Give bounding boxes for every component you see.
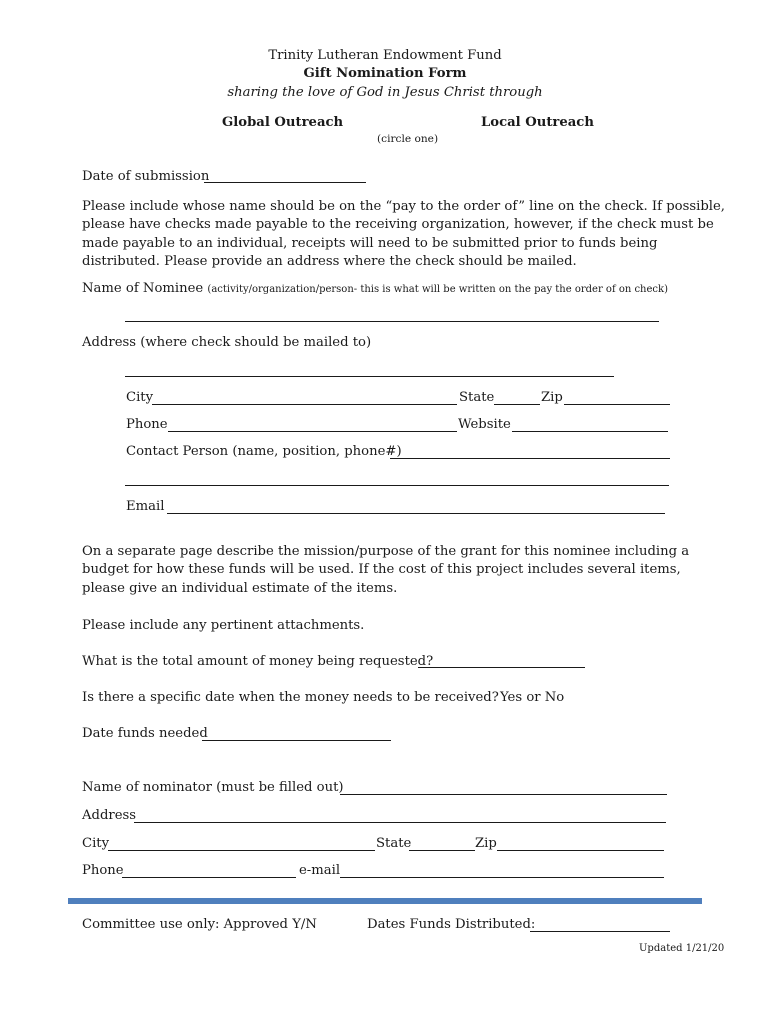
date-of-submission-field[interactable] bbox=[204, 182, 366, 183]
mission-paragraph: On a separate page describe the mission/purpose of the grant for this nominee including a budget for how these funds will be used. If the cost of this project includes several items, please give an individual estimate of the items. bbox=[82, 544, 690, 596]
zip-label: Zip bbox=[541, 390, 563, 405]
nominator-city-label: City bbox=[82, 836, 110, 851]
global-outreach-option[interactable]: Global Outreach bbox=[222, 115, 344, 130]
nominator-name-field[interactable] bbox=[340, 794, 667, 795]
address-label: Address (where check should be mailed to) bbox=[82, 335, 372, 350]
state-label: State bbox=[459, 390, 495, 405]
state-field[interactable] bbox=[494, 404, 540, 405]
nominator-email-label: e-mail bbox=[299, 863, 341, 878]
email-label: Email bbox=[126, 499, 165, 514]
attachments-note: Please include any pertinent attachments. bbox=[82, 618, 365, 633]
specific-date-question: Is there a specific date when the money needs to be received? bbox=[82, 690, 499, 705]
date-funds-needed-label: Date funds needed bbox=[82, 726, 208, 741]
nominator-city-field[interactable] bbox=[108, 850, 375, 851]
instructions-paragraph: Please include whose name should be on the “pay to the order of” line on the check. If possible, please have checks made payable to the receiving organization, however, if the check must be made payable to an individual, receipts will need to be submitted prior to funds being distributed. Please provide an address where the check should be mailed. bbox=[82, 199, 725, 269]
dates-distributed-label: Dates Funds Distributed: bbox=[367, 917, 536, 932]
nominee-field[interactable] bbox=[125, 321, 659, 322]
nominee-note: (activity/organization/person- this is what will be written on the pay the order of on check) bbox=[207, 284, 668, 295]
email-field[interactable] bbox=[167, 513, 665, 514]
nominee-label-text: Name of Nominee bbox=[82, 281, 204, 296]
city-field[interactable] bbox=[152, 404, 457, 405]
nominator-address-label: Address bbox=[82, 808, 137, 823]
contact-person-field-line-2[interactable] bbox=[125, 485, 669, 486]
zip-field[interactable] bbox=[564, 404, 670, 405]
amount-field[interactable] bbox=[418, 667, 585, 668]
city-label: City bbox=[126, 390, 154, 405]
yes-or-no-option[interactable]: Yes or No bbox=[500, 690, 565, 705]
nominator-state-label: State bbox=[376, 836, 412, 851]
nominator-zip-field[interactable] bbox=[497, 850, 664, 851]
circle-one-instruction: (circle one) bbox=[377, 133, 439, 145]
form-title: Gift Nomination Form bbox=[303, 66, 467, 81]
tagline: sharing the love of God in Jesus Christ through bbox=[227, 85, 543, 100]
amount-question: What is the total amount of money being requested? bbox=[82, 654, 434, 669]
committee-approval-label: Committee use only: Approved Y/N bbox=[82, 917, 317, 932]
nominator-address-field[interactable] bbox=[134, 822, 666, 823]
nominator-phone-label: Phone bbox=[82, 863, 124, 878]
nominator-phone-field[interactable] bbox=[122, 877, 296, 878]
phone-field[interactable] bbox=[168, 431, 457, 432]
local-outreach-option[interactable]: Local Outreach bbox=[481, 115, 594, 130]
date-funds-needed-field[interactable] bbox=[202, 740, 391, 741]
contact-person-label: Contact Person (name, position, phone#) bbox=[126, 444, 402, 459]
nominator-zip-label: Zip bbox=[475, 836, 497, 851]
dates-distributed-field[interactable] bbox=[530, 931, 670, 932]
address-field[interactable] bbox=[125, 376, 614, 377]
section-divider bbox=[68, 898, 702, 904]
org-name: Trinity Lutheran Endowment Fund bbox=[268, 48, 502, 63]
phone-label: Phone bbox=[126, 417, 168, 432]
nominator-state-field[interactable] bbox=[409, 850, 475, 851]
contact-person-field[interactable] bbox=[390, 458, 670, 459]
updated-date: Updated 1/21/20 bbox=[639, 943, 725, 954]
nominator-name-label: Name of nominator (must be filled out) bbox=[82, 780, 344, 795]
website-label: Website bbox=[458, 417, 511, 432]
date-of-submission-label: Date of submission bbox=[82, 169, 210, 184]
nominee-label bbox=[82, 281, 668, 296]
nominator-email-field[interactable] bbox=[340, 877, 664, 878]
website-field[interactable] bbox=[512, 431, 668, 432]
